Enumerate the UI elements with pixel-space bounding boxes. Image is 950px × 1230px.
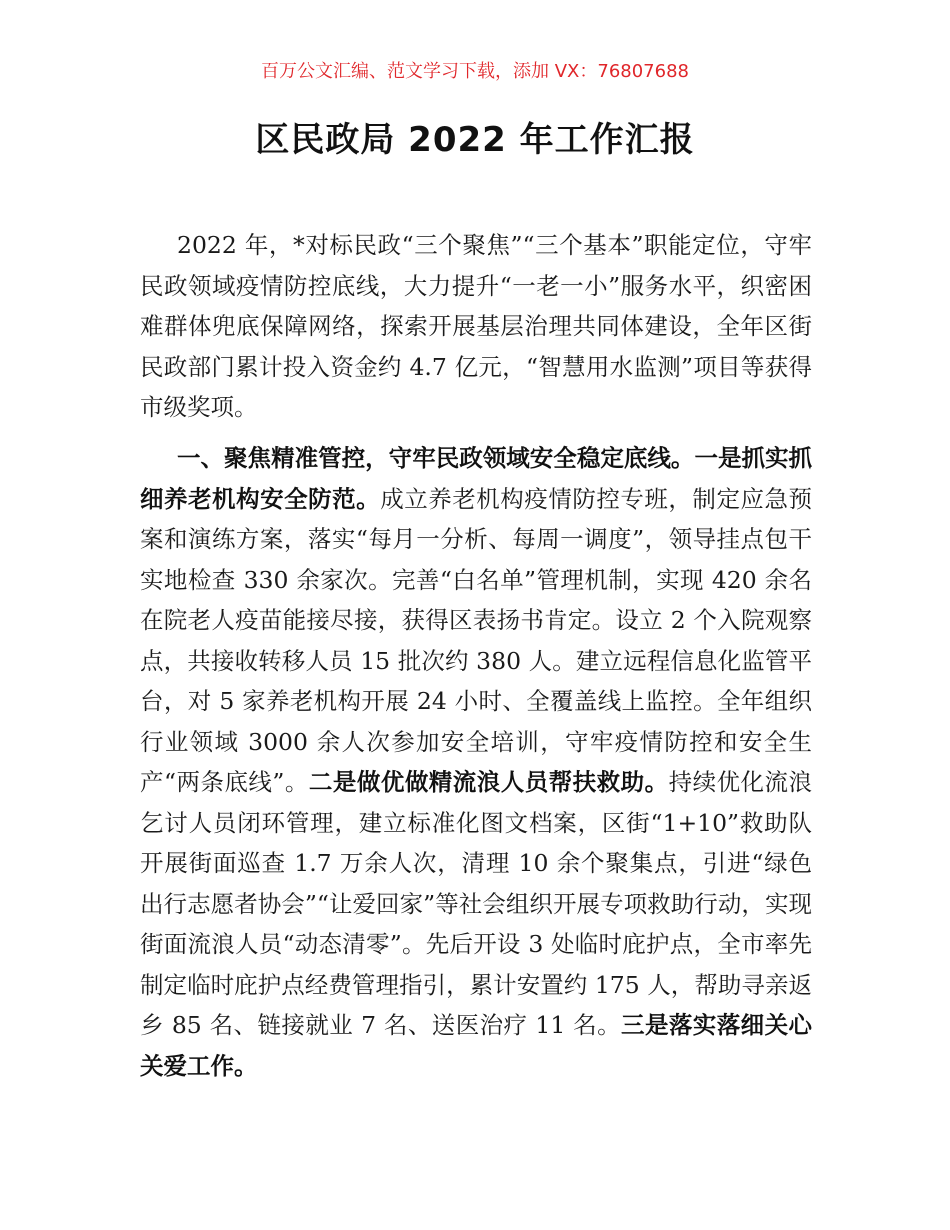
point-2-lead: 二是做优做精流浪人员帮扶救助。: [308, 768, 669, 796]
point-2-text: 持续优化流浪乞讨人员闭环管理，建立标准化图文档案，区街“1+10”救助队开展街面巡查 1.7 万余人次，清理 10 余个聚集点，引进“绿色出行志愿者协会”“让爱回家”等社会组织开展专项救助行动，实现街面流浪人员“动态清零”。先后开设 3 处临时庇护点，全市率先制定临时庇护点经费管理指引，累计安置约 175 人，帮助寻亲返乡 85 名、链接就业 7 名、送医治疗 11 名。: [140, 768, 813, 1039]
watermark-header: 百万公文汇编、范文学习下载，添加 VX：76807688: [261, 61, 689, 82]
intro-paragraph: 2022 年，*对标民政“三个聚焦”“三个基本”职能定位，守牢民政领域疫情防控底线，大力提升“一老一小”服务水平，织密困难群体兜底保障网络，探索开展基层治理共同体建设，全年区街民政部门累计投入资金约 4.7 亿元，“智慧用水监测”项目等获得市级奖项。: [140, 231, 812, 421]
point-1-text: 成立养老机构疫情防控专班，制定应急预案和演练方案，落实“每月一分析、每周一调度”，领导挂点包干实地检查 330 余家次。完善“白名单”管理机制，实现 420 余名在院老人疫苗能接尽接，获得区表扬书肯定。设立 2 个入院观察点，共接收转移人员 15 批次约 380 人。建立远程信息化监管平台，对 5 家养老机构开展 24 小时、全覆盖线上监控。全年组织行业领域 3000 余人次参加安全培训，守牢疫情防控和安全生产“两条底线”。: [140, 484, 813, 796]
point-3-lead: 三是落实落细关心关爱工作。: [140, 1011, 813, 1080]
section-1-heading: 一、聚焦精准管控，守牢民政领域安全稳定底线。: [177, 444, 695, 472]
section-1-paragraph: [140, 438, 812, 1086]
point-1-lead: 一是抓实抓细养老机构安全防范。: [140, 444, 813, 513]
document-title: 区民政局 2022 年工作汇报: [255, 120, 695, 160]
